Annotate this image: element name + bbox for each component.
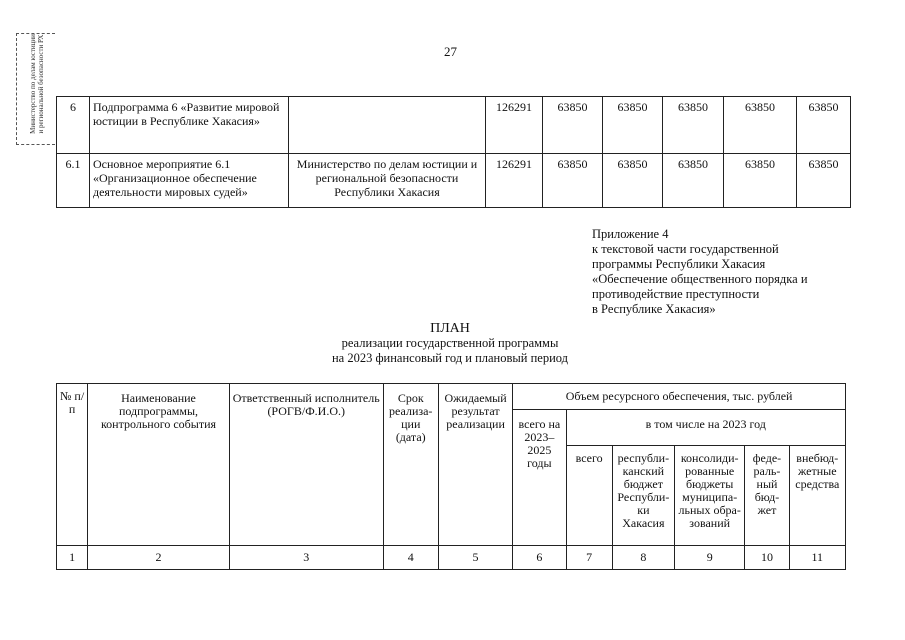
page-number: 27 bbox=[444, 44, 457, 59]
annex-line: противодействие преступности bbox=[592, 287, 760, 301]
row-value: 63850 bbox=[724, 97, 797, 154]
stamp-text: Министерство по делам юстиции и региональной безопасности РХ bbox=[29, 34, 45, 134]
column-number: 4 bbox=[383, 546, 438, 570]
row-num: 6.1 bbox=[57, 154, 90, 208]
row-value: 63850 bbox=[543, 97, 603, 154]
plan-subtitle: на 2023 финансовый год и плановый период bbox=[331, 351, 569, 365]
subprogram-table bbox=[56, 96, 851, 208]
row-value: 63850 bbox=[797, 97, 851, 154]
row-value: 63850 bbox=[797, 154, 851, 208]
column-numbers-row bbox=[57, 546, 846, 570]
column-number: 10 bbox=[745, 546, 789, 570]
row-num: 6 bbox=[57, 97, 90, 154]
row-total: 126291 bbox=[486, 97, 543, 154]
annex-line: к текстовой части государственной bbox=[592, 242, 779, 256]
plan-title: ПЛАН bbox=[430, 321, 470, 336]
row-value: 63850 bbox=[663, 97, 724, 154]
header-num: № п/п bbox=[57, 384, 88, 546]
annex-block bbox=[592, 227, 872, 317]
annex-line: в Республике Хакасия» bbox=[592, 302, 716, 316]
plan-table bbox=[56, 383, 846, 570]
row-exec bbox=[289, 97, 486, 154]
row-name: Основное мероприятие 6.1 «Организационное обеспечение деятельности мировых судей» bbox=[90, 154, 289, 208]
row-value: 63850 bbox=[603, 154, 663, 208]
row-value: 63850 bbox=[603, 97, 663, 154]
row-total: 126291 bbox=[486, 154, 543, 208]
column-number: 5 bbox=[438, 546, 512, 570]
header-included: в том числе на 2023 год bbox=[566, 410, 846, 446]
row-value: 63850 bbox=[663, 154, 724, 208]
header-exec: Ответственный исполнитель (РОГВ/Ф.И.О.) bbox=[229, 384, 383, 546]
stamp bbox=[16, 33, 55, 145]
header-term: Срок реализа-ции (дата) bbox=[383, 384, 438, 546]
annex-line: Приложение 4 bbox=[592, 227, 669, 241]
column-number: 8 bbox=[612, 546, 674, 570]
column-number: 1 bbox=[57, 546, 88, 570]
annex-line: «Обеспечение общественного порядка и bbox=[592, 272, 808, 286]
plan-title-block bbox=[300, 321, 600, 366]
column-number: 6 bbox=[513, 546, 566, 570]
column-number: 9 bbox=[675, 546, 745, 570]
header-total: всего на 2023–2025 годы bbox=[513, 410, 566, 546]
header-volume: Объем ресурсного обеспечения, тыс. рублей bbox=[513, 384, 846, 410]
row-exec: Министерство по делам юстиции и региональной безопасности Республики Хакасия bbox=[289, 154, 486, 208]
column-number: 11 bbox=[789, 546, 845, 570]
header-all: всего bbox=[566, 446, 612, 546]
header-name: Наименование подпрограммы, контрольного события bbox=[88, 384, 230, 546]
column-number: 2 bbox=[88, 546, 230, 570]
annex-line: программы Республики Хакасия bbox=[592, 257, 766, 271]
header-republic: республи-канский бюджет Республи-ки Хакасия bbox=[612, 446, 674, 546]
column-number: 3 bbox=[229, 546, 383, 570]
table-row bbox=[57, 154, 851, 208]
row-value: 63850 bbox=[543, 154, 603, 208]
plan-subtitle: реализации государственной программы bbox=[341, 336, 559, 350]
column-number: 7 bbox=[566, 546, 612, 570]
header-municipal: консолиди-рованные бюджеты муниципа-льных обра-зований bbox=[675, 446, 745, 546]
row-name: Подпрограмма 6 «Развитие мировой юстиции в Республике Хакасия» bbox=[90, 97, 289, 154]
header-federal: феде-раль-ный бюд-жет bbox=[745, 446, 789, 546]
header-result: Ожидаемый результат реализации bbox=[438, 384, 512, 546]
row-value: 63850 bbox=[724, 154, 797, 208]
header-extrabudget: внебюд-жетные средства bbox=[789, 446, 845, 546]
table-row bbox=[57, 97, 851, 154]
